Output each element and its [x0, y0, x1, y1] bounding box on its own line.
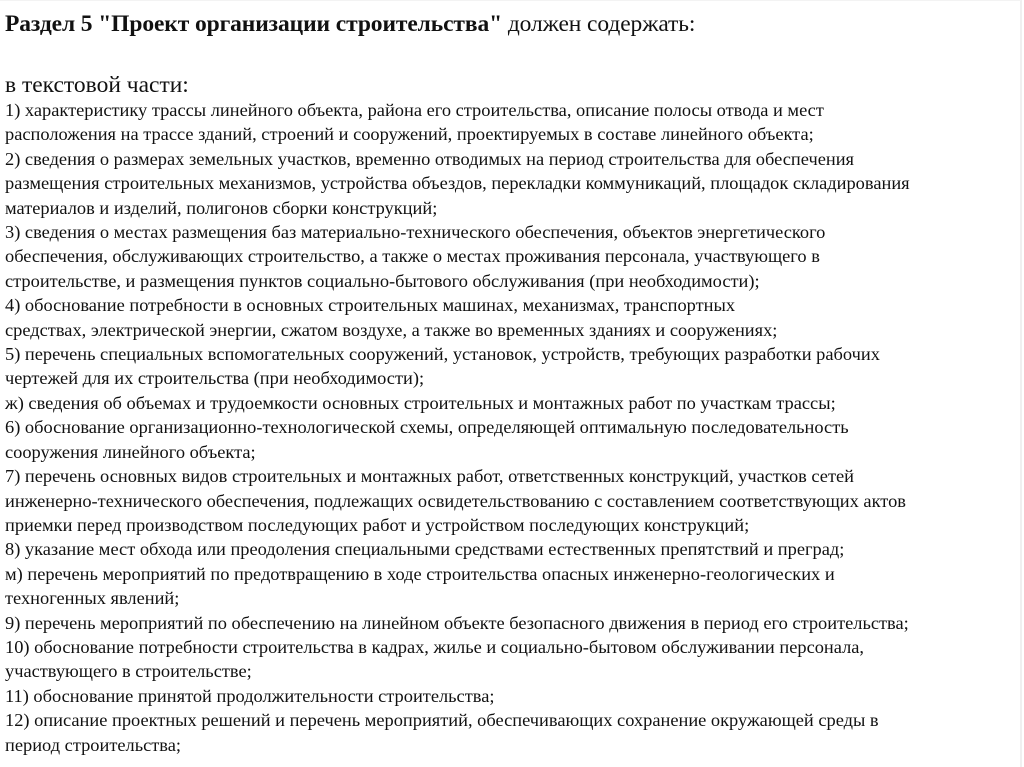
text-line: размещения строительных механизмов, устройства объездов, перекладки коммуникаций, площадок складирования: [5, 173, 910, 194]
text-line: 1) характеристику трассы линейного объекта, района его строительства, описание полосы отвода и мест: [5, 100, 824, 120]
text-line: приемки перед производством последующих работ и устройством последующих конструкций;: [5, 514, 750, 535]
text-line: инженерно-технического обеспечения, подлежащих освидетельствованию с составлением соответствующих актов: [5, 490, 906, 511]
text-line: ж) сведения об объемах и трудоемкости основных строительных и монтажных работ по участкам трассы;: [5, 392, 836, 413]
text-line: участвующего в строительстве;: [5, 661, 252, 682]
text-line: 5) перечень специальных вспомогательных сооружений, установок, устройств, требующих разработки рабочих: [5, 344, 880, 365]
heading-bold-part: Раздел 5 "Проект организации строительства": [5, 11, 503, 37]
text-line: средствах, электрической энергии, сжатом воздухе, а также во временных зданиях и сооружениях;: [5, 319, 778, 340]
text-line: обеспечения, обслуживающих строительство, а также о местах проживания персонала, участвующего в: [5, 246, 820, 267]
text-line: техногенных явлений;: [5, 588, 180, 609]
text-line: строительстве, и размещения пунктов социально-бытового обслуживания (при необходимости);: [5, 270, 760, 291]
text-line: 2) сведения о размерах земельных участков, временно отводимых на период строительства для обеспечения: [5, 148, 854, 169]
text-line: м) перечень мероприятий по предотвращению в ходе строительства опасных инженерно-геологических и: [5, 563, 835, 584]
slide-subheading: в текстовой части:: [5, 72, 189, 98]
text-line: расположения на трассе зданий, строений и сооружений, проектируемых в составе линейного объекта;: [5, 124, 814, 145]
heading-normal-part: должен содержать:: [502, 11, 696, 37]
text-line: 3) сведения о местах размещения баз материально-технического обеспечения, объектов энергетического: [5, 222, 826, 243]
text-line: 7) перечень основных видов строительных и монтажных работ, ответственных конструкций, участков сетей: [5, 466, 855, 487]
text-line: период строительства;: [5, 734, 181, 755]
text-line: 11) обоснование принятой продолжительности строительства;: [5, 685, 495, 706]
requirements-list: [5, 98, 1015, 757]
slide-heading: [5, 10, 695, 38]
text-line: чертежей для их строительства (при необходимости);: [5, 368, 425, 389]
text-line: сооружения линейного объекта;: [5, 441, 256, 462]
text-line: 4) обоснование потребности в основных строительных машинах, механизмах, транспортных: [5, 295, 736, 316]
text-line: 10) обоснование потребности строительства в кадрах, жилье и социально-бытовом обслуживании персонала,: [5, 636, 865, 657]
text-line: 12) описание проектных решений и перечень мероприятий, обеспечивающих сохранение окружающей среды в: [5, 710, 879, 731]
text-line: 9) перечень мероприятий по обеспечению на линейном объекте безопасного движения в период его строительства;: [5, 612, 909, 633]
text-line: 8) указание мест обхода или преодоления специальными средствами естественных препятствий и преград;: [5, 539, 845, 560]
text-line: 6) обоснование организационно-технологической схемы, определяющей оптимальную последовательность: [5, 417, 849, 438]
text-line: материалов и изделий, полигонов сборки конструкций;: [5, 197, 438, 218]
